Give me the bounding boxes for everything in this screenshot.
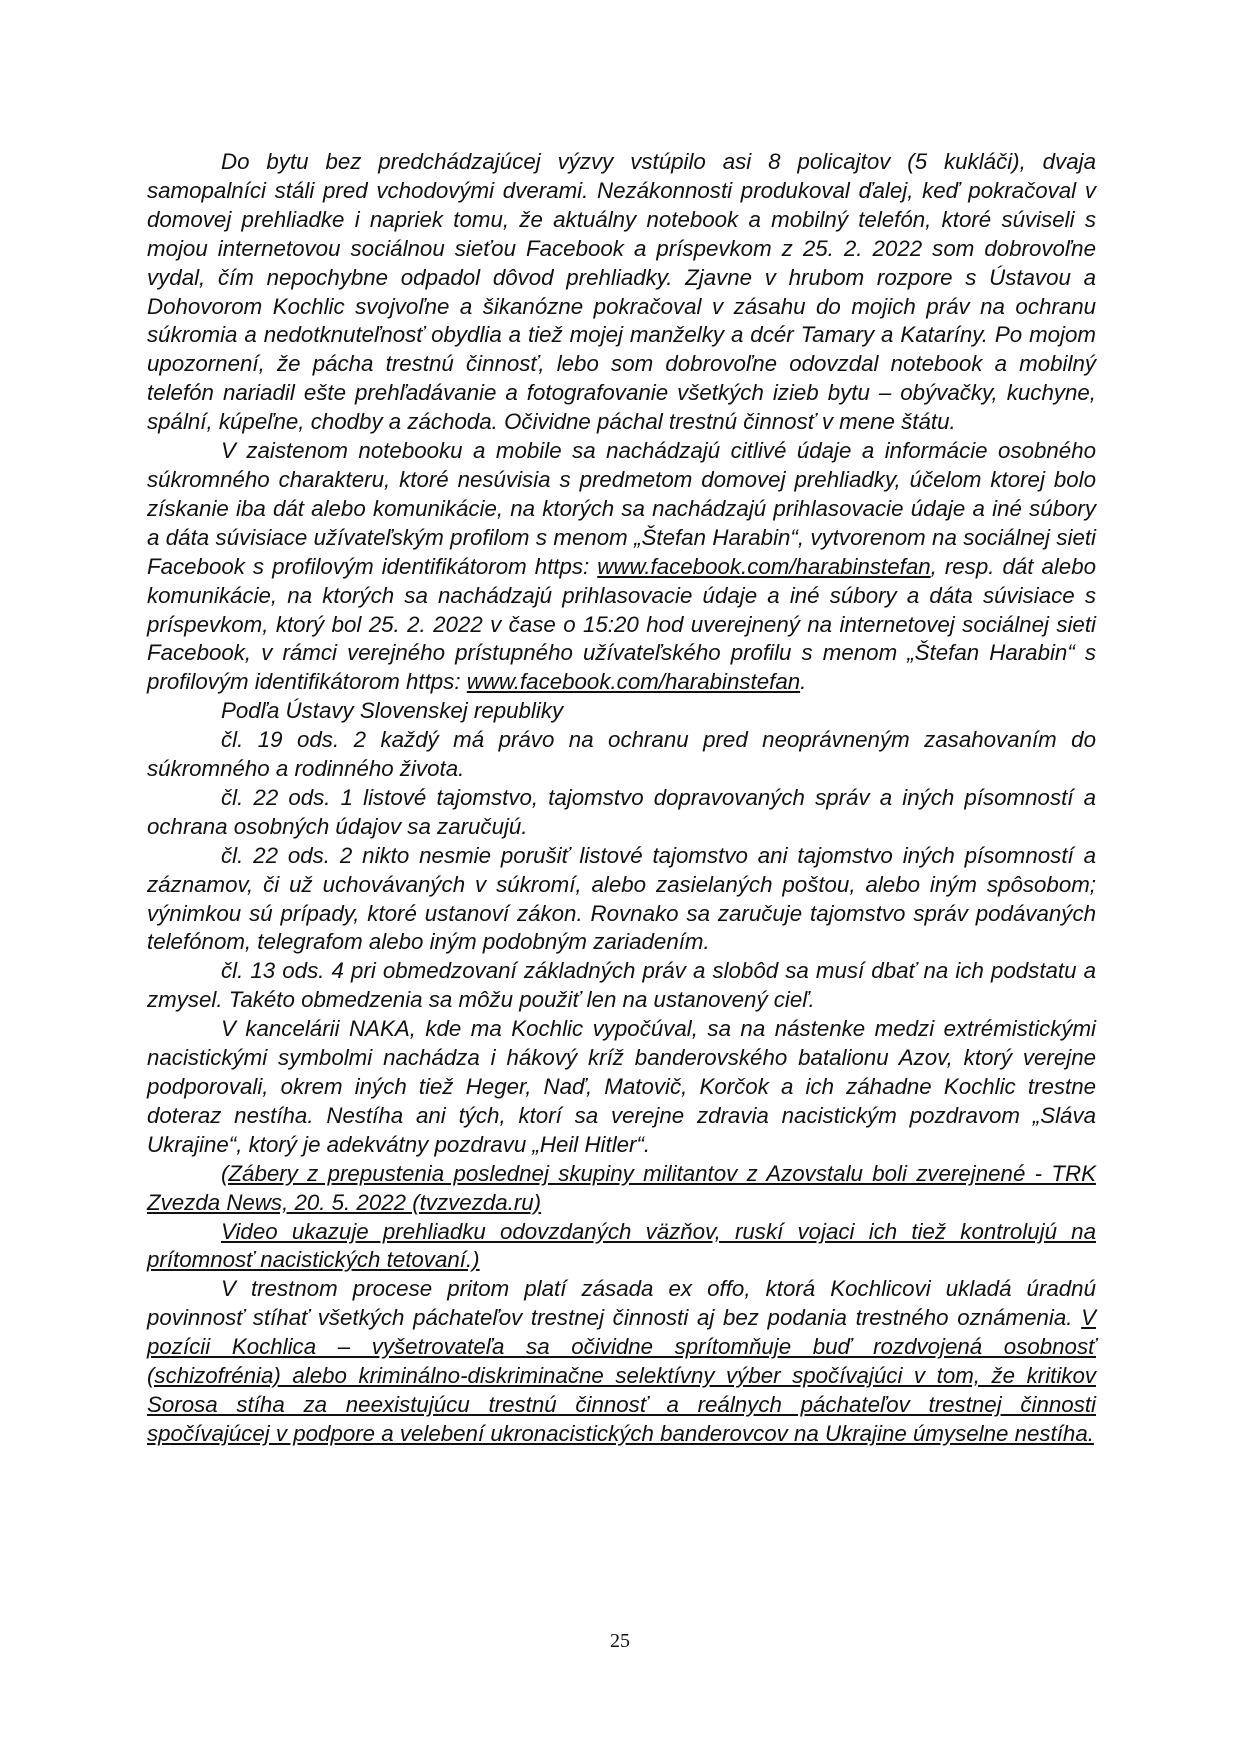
text-run: . bbox=[800, 669, 807, 695]
text-run: čl. 19 ods. 2 každý má právo na ochranu pred neoprávneným zasahovaním do súkromného a rodinného života. bbox=[147, 727, 1096, 782]
text-run: čl. 22 ods. 2 nikto nesmie porušiť listové tajomstvo ani tajomstvo iných písomností a záznamov, či už uchovávaných v súkromí, alebo zasielaných poštou, alebo iným spôsobom; výnimkou sú prípady, ktoré ustanoví zákon. Rovnako sa zaručuje tajomstvo správ podávaných telefónom, telegrafom alebo iným podobným zariadením. bbox=[147, 842, 1096, 955]
paragraph bbox=[147, 784, 1096, 842]
text-run: V trestnom procese pritom platí zásada ex offo, ktorá Kochlicovi ukladá úradnú povinnosť stíhať všetkých páchateľov trestnej činnosti aj bez podania trestného oznámenia. bbox=[147, 1276, 1096, 1331]
paragraph bbox=[147, 1275, 1096, 1448]
paragraph bbox=[147, 1160, 1096, 1218]
text-run: V zaistenom notebooku a mobile sa nachádzajú citlivé údaje a informácie osobného súkromného charakteru, ktoré nesúvisia s predmetom domovej prehliadky, účelom ktorej bolo získanie iba dát alebo komunikácie, na ktorých sa nachádzajú prihlasovacie údaje a iné súbory a dáta súvisiace užívateľským profilom s menom „Štefan Harabin“, vytvorenom na sociálnej sieti Facebook s profilovým identifikátorom https: bbox=[147, 438, 1096, 579]
text-run: V kancelárii NAKA, kde ma Kochlic vypočúval, sa na nástenke medzi extrémistickými nacistickými symbolmi nachádza i hákový kríž banderovského batalionu Azov, ktorý verejne podporovali, okrem iných tiež Heger, Naď, Matovič, Korčok a ich záhadne Kochlic trestne doteraz nestíha. Nestíha ani tých, ktorí sa verejne zdravia nacistickým pozdravom „Sláva Ukrajine“, ktorý je adekvátny pozdravu „Heil Hitler“. bbox=[147, 1016, 1096, 1157]
text-run: Do bytu bez predchádzajúcej výzvy vstúpilo asi 8 policajtov (5 kukláči), dvaja samopalníci stáli pred vchodovými dverami. Nezákonnosti produkoval ďalej, keď pokračoval v domovej prehliadke i napriek tomu, že aktuálny notebook a mobilný telefón, ktoré súviseli s mojou internetovou sociálnou sieťou Facebook a príspevkom z 25. 2. 2022 som dobrovoľne vydal, čím nepochybne odpadol dôvod prehliadky. Zjavne v hrubom rozpore s Ústavou a Dohovorom Kochlic svojvoľne a šikanózne pokračoval v zásahu do mojich práv na ochranu súkromia a nedotknuteľnosť obydlia a tiež mojej manželky a dcér Tamary a Kataríny. Po mojom upozornení, že pácha trestnú činnosť, lebo som dobrovoľne odovzdal notebook a mobilný telefón nariadil ešte prehľadávanie a fotografovanie všetkých izieb bytu – obývačky, kuchyne, spální, kúpeľne, chodby a záchoda. Očividne páchal trestnú činnosť v mene štátu. bbox=[147, 149, 1096, 435]
underlined-text: V pozícii Kochlica – vyšetrovateľa sa očividne sprítomňuje buď rozdvojená osobnosť (schizofrénia) alebo kriminálno-diskriminačne selektívny výber spočívajúci v tom, že kritikov Sorosa stíha za neexistujúcu trestnú činnosť a reálnych páchateľov trestnej činnosti spočívajúcej v podpore a velebení ukronacistických banderovcov na Ukrajine úmyselne nestíha. bbox=[147, 1305, 1096, 1446]
paragraph bbox=[147, 842, 1096, 958]
page-number: 25 bbox=[610, 1630, 630, 1652]
underlined-text: www.facebook.com/harabinstefan bbox=[597, 553, 931, 579]
paragraph bbox=[147, 957, 1096, 1015]
underlined-text: (Zábery z prepustenia poslednej skupiny militantov z Azovstalu boli zverejnené - TRK Zvezda News, 20. 5. 2022 (tvzvezda.ru) bbox=[147, 1160, 1096, 1215]
text-run: , resp. dát alebo komunikácie, na ktorých sa nachádzajú prihlasovacie údaje a iné súbory a dáta súvisiace s príspevkom, ktorý bol 25. 2. 2022 v čase o 15:20 hod uverejnený na internetovej sociálnej sieti Facebook, v rámci verejného prístupného užívateľského profilu s menom „Štefan Harabin“ s profilovým identifikátorom https: bbox=[147, 553, 1096, 695]
document-body bbox=[147, 148, 1096, 1449]
paragraph bbox=[147, 697, 1096, 726]
underlined-text: www.facebook.com/harabinstefan bbox=[466, 669, 801, 695]
paragraph bbox=[147, 726, 1096, 784]
underlined-text: Video ukazuje prehliadku odovzdaných väzňov, ruskí vojaci ich tiež kontrolujú na prítomnosť nacistických tetovaní.) bbox=[147, 1218, 1096, 1273]
paragraph bbox=[147, 148, 1096, 437]
paragraph bbox=[147, 1015, 1096, 1160]
paragraph bbox=[147, 437, 1096, 697]
text-run: čl. 22 ods. 1 listové tajomstvo, tajomstvo dopravovaných správ a iných písomností a ochrana osobných údajov sa zaručujú. bbox=[147, 784, 1096, 839]
text-run: Podľa Ústavy Slovenskej republiky bbox=[221, 698, 564, 724]
text-run: čl. 13 ods. 4 pri obmedzovaní základných práv a slobôd sa musí dbať na ich podstatu a zmysel. Takéto obmedzenia sa môžu použiť len na ustanovený cieľ. bbox=[147, 958, 1096, 1013]
paragraph bbox=[147, 1218, 1096, 1276]
